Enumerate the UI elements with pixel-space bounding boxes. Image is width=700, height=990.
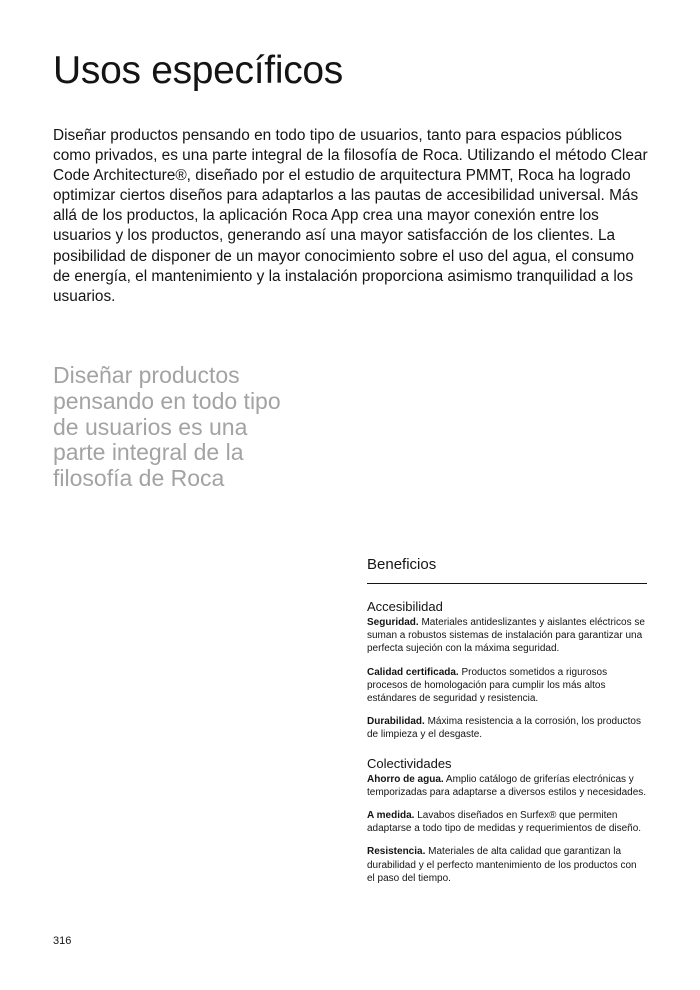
intro-paragraph: Diseñar productos pensando en todo tipo de usuarios, tanto para espacios públicos como privados, es una parte integral de la filosofía de Roca. Utilizando el método Clear Code Architecture®, diseñado por el estudio de arquitectura PMMT, Roca ha logrado optimizar ciertos diseños para adaptarlos a las pautas de accesibilidad universal. Más allá de los productos, la aplicación Roca App crea una mayor conexión entre los usuarios y los productos, generando así una mayor satisfacción de los clientes. La posibilidad de disponer de un mayor conocimiento sobre el uso del agua, el consumo de energía, el mantenimiento y la instalación proporciona asimismo tranquilidad a los usuarios. [53, 127, 648, 305]
benefit-text: Máxima resistencia a la corrosión, los productos de limpieza y el desgaste. [367, 716, 641, 741]
benefit-text: Productos sometidos a rigurosos procesos de homologación para cumplir los más altos estándares de seguridad y resistencia. [367, 666, 608, 705]
group-title-colectividades: Colectividades [367, 755, 452, 771]
benefit-item [367, 809, 647, 835]
benefit-label: Calidad certificada. [367, 666, 459, 678]
benefit-label: Ahorro de agua. [367, 773, 444, 785]
benefit-label: Durabilidad. [367, 716, 425, 728]
benefit-item [367, 616, 647, 656]
benefit-label: Seguridad. [367, 617, 419, 628]
group-title-accesibilidad: Accesibilidad [367, 599, 443, 614]
page-number: 316 [53, 935, 72, 947]
benefits-panel [367, 555, 647, 895]
pull-quote: Diseñar productos pensando en todo tipo de usuarios es una parte integral de la filosofía de Roca [53, 362, 281, 492]
benefit-text: Lavabos diseñados en Surfex® que permiten adaptarse a todo tipo de medidas y requerimientos de diseño. [367, 810, 642, 835]
benefit-text: Materiales de alta calidad que garantizan la durabilidad y el perfecto mantenimiento de los productos con el paso del tiempo. [367, 846, 637, 884]
benefit-text: Materiales antideslizantes y aislantes eléctricos se suman a robustos sistemas de instalación para garantizar una perfecta sujeción con la máxima seguridad. [367, 617, 645, 655]
benefits-heading: Beneficios [367, 555, 647, 584]
benefit-item [367, 666, 647, 706]
page-title: Usos específicos [53, 49, 343, 92]
benefit-text: Amplio catálogo de griferías electrónicas y temporizadas para adaptarse a diversos estilos y necesidades. [367, 773, 647, 798]
benefit-item [367, 773, 647, 799]
benefit-item [367, 845, 647, 885]
benefit-item [367, 715, 647, 741]
benefit-label: Resistencia. [367, 846, 426, 858]
benefit-label: A medida. [367, 810, 415, 822]
